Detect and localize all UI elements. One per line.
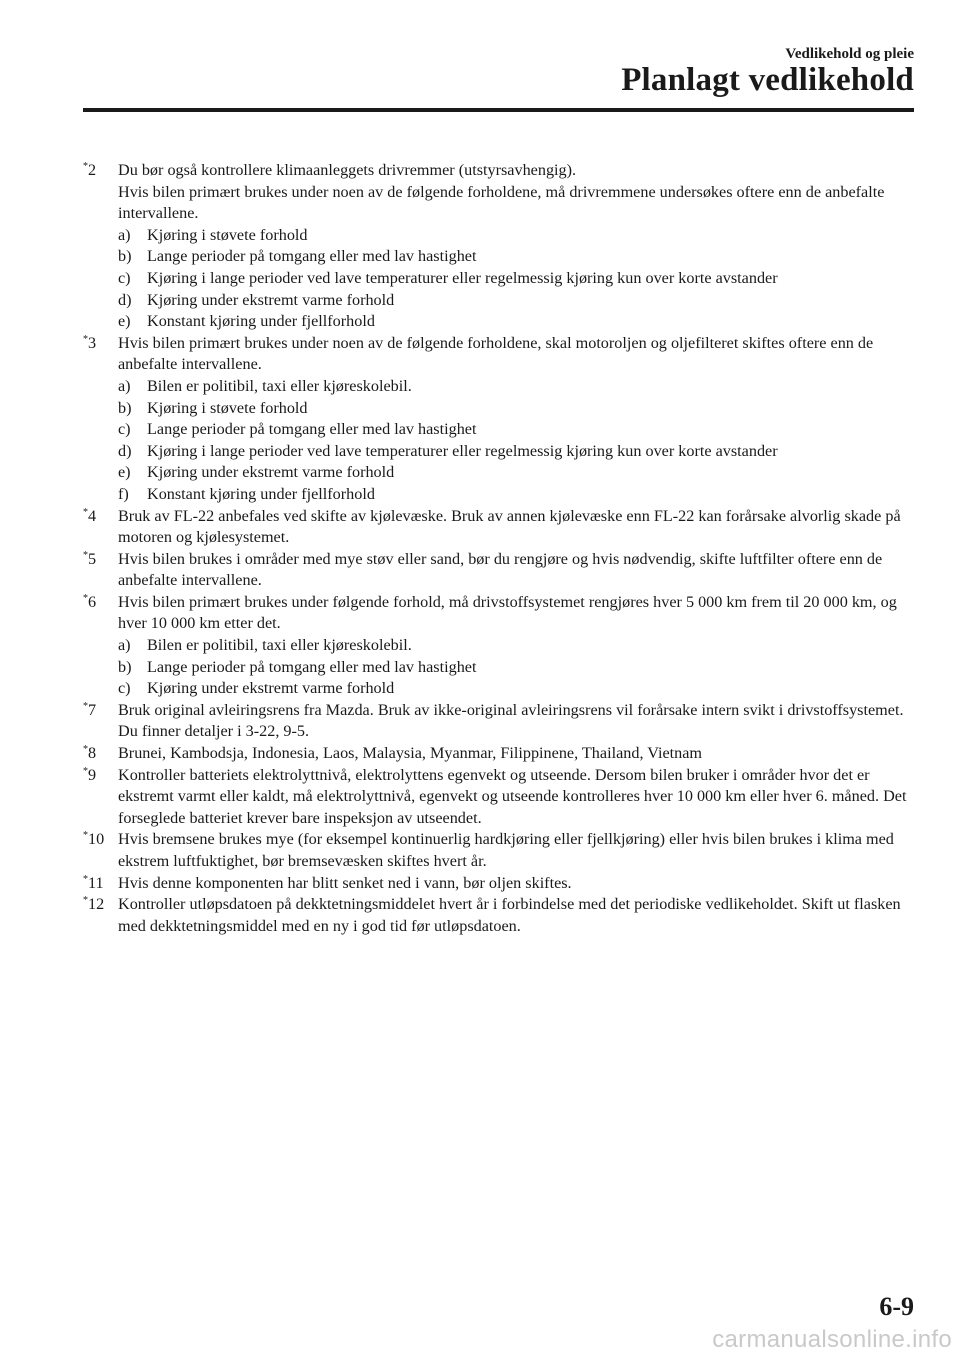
footnote-list [83,160,918,937]
condition-text: Kjøring i lange perioder ved lave temperaturer eller regelmessig kjøring kun over korte avstander [147,441,778,460]
footnote [83,549,918,592]
footnote [83,333,918,506]
footnote-number: 2 [88,161,97,179]
condition-label: e) [118,463,131,482]
footnote-marker [83,765,118,830]
condition-item [118,419,918,441]
footnote [83,765,918,830]
footnote-marker [83,894,118,937]
condition-item [118,290,918,312]
footnote-number: 10 [88,830,105,849]
condition-item [118,311,918,333]
footnote-text: Hvis bilen primært brukes under følgende forhold, må drivstoffsystemet rengjøres hver 5 000 km frem til 20 000 km, og hver 10 000 km etter det. [118,592,897,633]
footnote-text: Hvis bilen primært brukes under noen av de følgende forholdene, skal motoroljen og oljefilteret skiftes oftere enn de anbefalte intervallene. [118,333,874,374]
footnote-text: Kontroller utløpsdatoen på dekktetningsmiddelet hvert år i forbindelse med det periodiske vedlikeholdet. Skift ut flasken med dekktetningsmiddel med en ny i god tid før utløpsdatoen. [118,895,901,935]
watermark: carmanualsonline.info [712,1326,952,1353]
footnote-body [118,894,918,937]
footnote-text: Bruk original avleiringsrens fra Mazda. Bruk av ikke-original avleiringsrens vil forårsake intern svikt i drivstoffsystemet. Du finner detaljer i 3-22, 9-5. [118,700,904,741]
condition-label: f) [118,484,129,503]
footnote-asterisk: * [83,549,88,561]
footnote-body [118,549,918,592]
condition-item [118,484,918,506]
footnote-marker [83,700,118,743]
footnote-number: 6 [88,592,97,611]
condition-text: Lange perioder på tomgang eller med lav hastighet [147,420,477,439]
footnote-number: 4 [88,506,97,525]
footnote-text: Kontroller batteriets elektrolyttnivå, elektrolyttens egenvekt og utseende. Dersom bilen bruker i områder hvor det er ekstremt varmt eller kaldt, må elektrolyttnivå, egenvekt og utseende kontrolleres hver 10 000 km eller hver 6. måned. Det forseglede batteriet krever bare inspeksjon av utseendet. [118,765,907,827]
page-title: Planlagt vedlikehold [621,62,914,98]
footnote-body [118,700,918,743]
footnote-text: Hvis bremsene brukes mye (for eksempel kontinuerlig hardkjøring eller fjellkjøring) eller hvis bilen brukes i klima med ekstrem luftfuktighet, bør bremsevæsken skiftes hvert år. [118,830,894,870]
condition-label: c) [118,679,131,698]
footnote-number: 11 [88,873,104,892]
condition-label: e) [118,312,131,331]
condition-text: Kjøring under ekstremt varme forhold [147,463,395,482]
footnote-marker [83,743,118,765]
condition-text: Kjøring under ekstremt varme forhold [147,679,395,698]
footnote-marker [83,829,118,872]
footnote-number: 5 [88,549,97,568]
footnote-body [118,506,918,549]
footnote-marker [83,506,118,549]
footnote [83,592,918,700]
footnote-marker [83,160,118,333]
condition-label: c) [118,268,131,287]
condition-label: d) [118,290,132,309]
footnote-body [118,160,918,333]
footnote-marker [83,549,118,592]
footnote-text: Brunei, Kambodsja, Indonesia, Laos, Malaysia, Myanmar, Filippinene, Thailand, Vietnam [118,744,703,763]
footnote-asterisk: * [83,700,88,712]
condition-label: b) [118,398,132,417]
condition-item [118,246,918,268]
footnote-asterisk: * [83,506,88,518]
condition-item [118,462,918,484]
condition-label: a) [118,225,131,244]
footnote-asterisk: * [83,873,88,885]
footnote-marker [83,873,118,895]
condition-label: b) [118,657,132,676]
footnote-asterisk: * [83,161,88,172]
condition-text: Lange perioder på tomgang eller med lav hastighet [147,247,477,266]
footnote-asterisk: * [83,830,88,842]
footnote-text: Hvis bilen brukes i områder med mye støv eller sand, bør du rengjøre og hvis nødvendig, skifte luftfilter oftere enn de anbefalte intervallene. [118,549,883,590]
condition-text: Kjøring under ekstremt varme forhold [147,290,395,309]
condition-text: Konstant kjøring under fjellforhold [147,484,375,503]
footnote-asterisk: * [83,333,88,345]
condition-label: a) [118,376,131,395]
condition-text: Bilen er politibil, taxi eller kjøreskolebil. [147,636,412,655]
footnote-asterisk: * [83,765,88,777]
condition-label: b) [118,247,132,266]
condition-text: Konstant kjøring under fjellforhold [147,312,375,331]
footnote-body [118,743,918,765]
footnote-number: 3 [88,333,97,352]
condition-item [118,657,918,679]
footnote-body [118,333,918,506]
condition-item [118,225,918,247]
footnote [83,743,918,765]
footnote [83,506,918,549]
footnote-body [118,592,918,700]
condition-text: Bilen er politibil, taxi eller kjøreskolebil. [147,376,412,395]
footnote-text: Hvis bilen primært brukes under noen av de følgende forholdene, må drivremmene undersøkes oftere enn de anbefalte intervallene. [118,182,885,223]
footnote-text: Bruk av FL-22 anbefales ved skifte av kjølevæske. Bruk av annen kjølevæske enn FL-22 kan forårsake alvorlig skade på motoren og kjølesystemet. [118,506,901,547]
footnote-text: Du bør også kontrollere klimaanleggets drivremmer (utstyrsavhengig). [118,161,577,179]
footnote-asterisk: * [83,592,88,604]
condition-label: a) [118,636,131,655]
condition-label: c) [118,420,131,439]
footnote-number: 7 [88,700,97,719]
footnote [83,829,918,872]
footnote-number: 12 [88,895,105,914]
footnote [83,873,918,895]
footnote-asterisk: * [83,895,88,907]
footnote-body [118,873,918,895]
condition-text: Kjøring i støvete forhold [147,225,308,244]
footnote-body [118,765,918,830]
footnote-number: 9 [88,765,97,784]
condition-item [118,635,918,657]
condition-item [118,376,918,398]
condition-text: Kjøring i støvete forhold [147,398,308,417]
footnote-marker [83,333,118,506]
footnote [83,894,918,937]
condition-text: Kjøring i lange perioder ved lave temperaturer eller regelmessig kjøring kun over korte avstander [147,268,778,287]
footnote-asterisk: * [83,744,88,756]
condition-label: d) [118,441,132,460]
page-number: 6-9 [879,1292,914,1321]
condition-item [118,678,918,700]
footnote-marker [83,592,118,700]
condition-text: Lange perioder på tomgang eller med lav hastighet [147,657,477,676]
footnote [83,700,918,743]
footnote-body [118,829,918,872]
footnote-number: 8 [88,744,97,763]
header-divider [83,108,914,112]
condition-item [118,398,918,420]
footnote-text: Hvis denne komponenten har blitt senket ned i vann, bør oljen skiftes. [118,873,572,892]
condition-item [118,268,918,290]
condition-item [118,441,918,463]
section-title: Vedlikehold og pleie [785,46,914,62]
footnote [83,160,918,333]
